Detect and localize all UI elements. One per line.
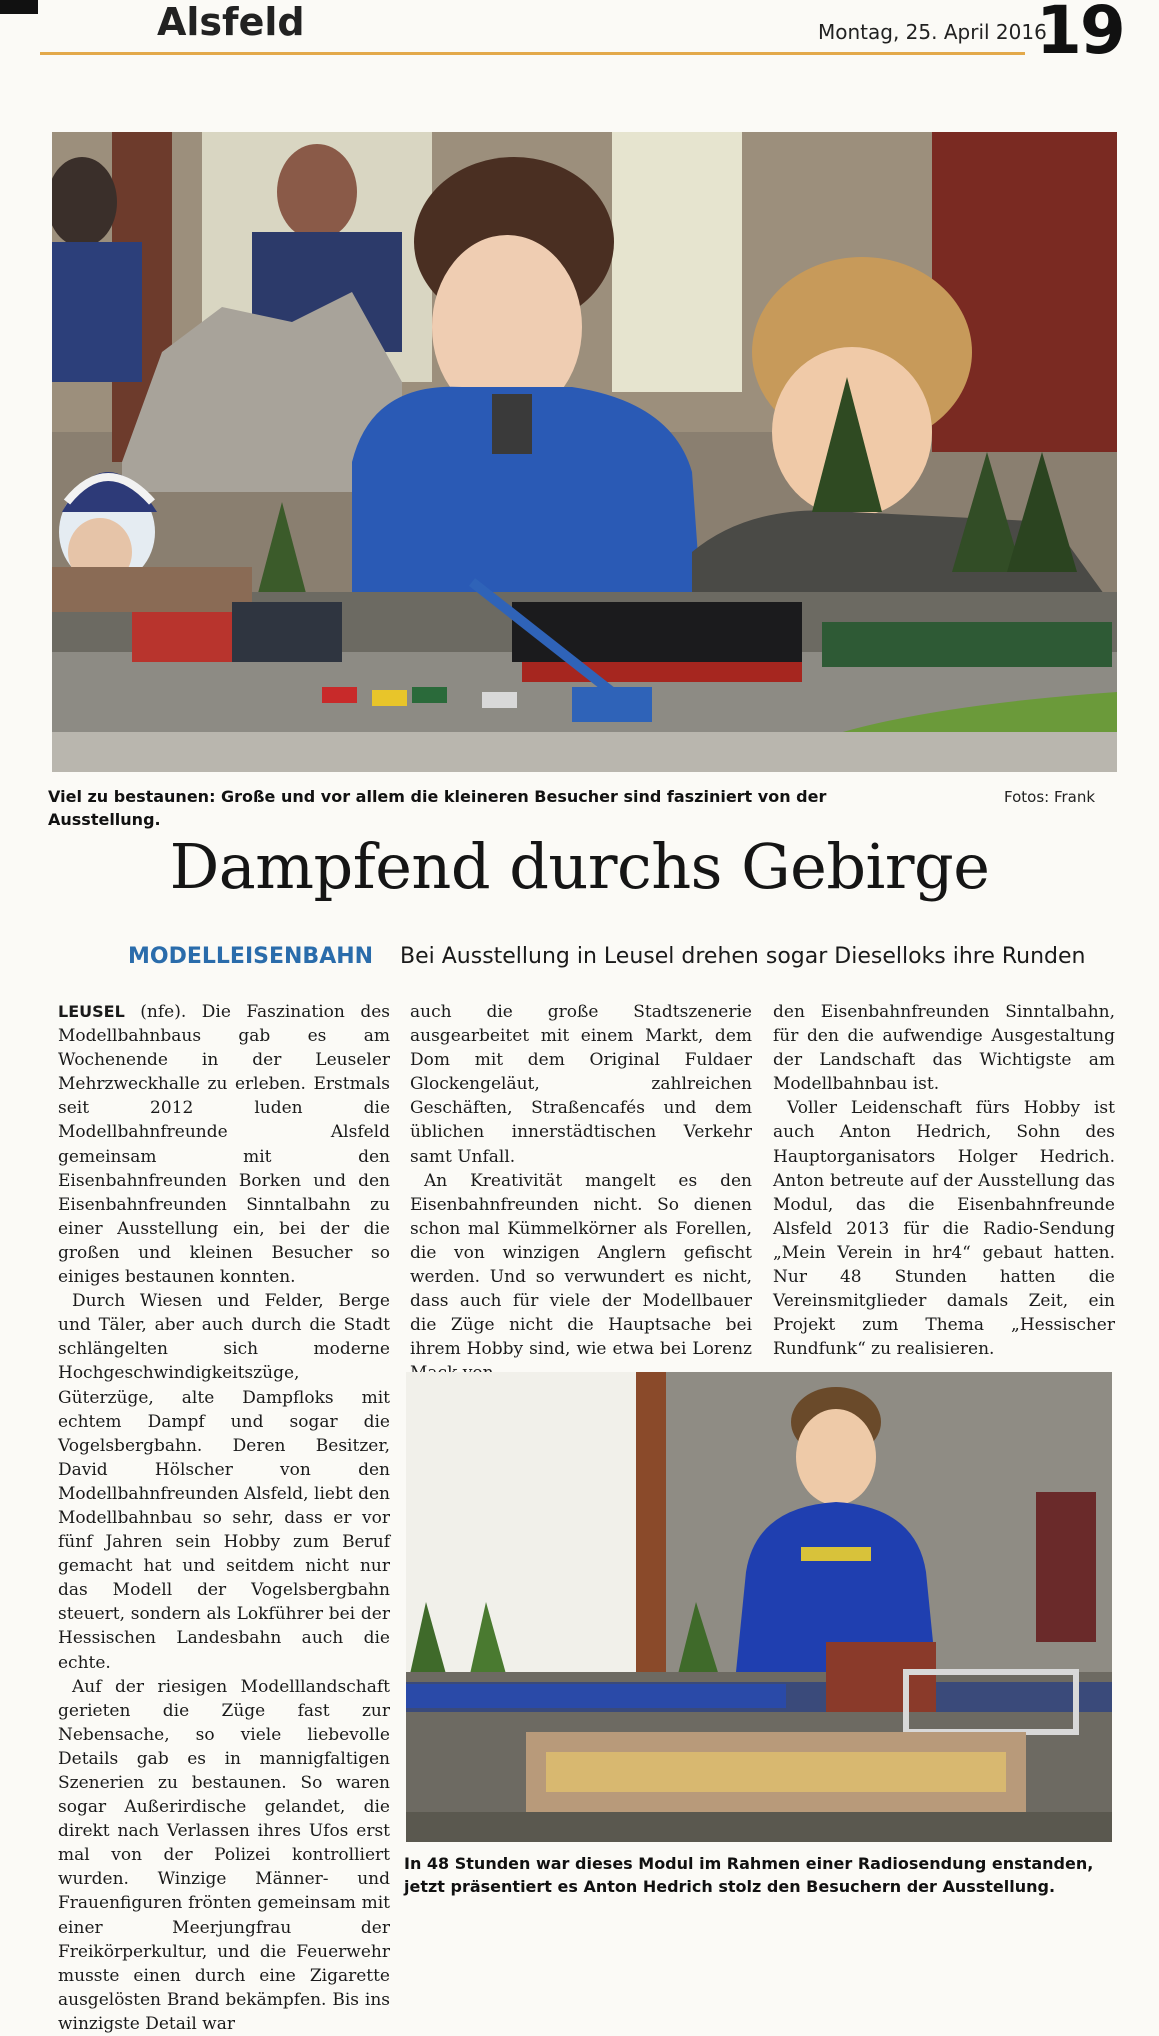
paragraph-text: (nfe). Die Faszination des Modellbahnbaus gab es am Wochenende in der Leuseler Mehrzweckhalle zu erleben. Erstmals seit 2012 luden die Modellbahnfreunde Alsfeld gemeinsam mit den Eisenbahnfreunden Borken und den Eisenbahnfreunden Sinntalbahn zu einer Ausstellung ein, bei der die großen und kleinen Besucher so einiges bestaunen konnten. bbox=[58, 1002, 391, 1288]
header-rule bbox=[40, 52, 1025, 55]
photo-credit: Fotos: Frank bbox=[1004, 788, 1096, 806]
article-column-2 bbox=[410, 1000, 752, 1386]
page-number: 19 bbox=[1036, 0, 1124, 69]
dateline: LEUSEL bbox=[58, 1002, 125, 1021]
paragraph: Durch Wiesen und Felder, Berge und Täler, aber auch durch die Stadt schlängelten sich moderne Hochgeschwindigkeitszüge, Güterzüge, alte Dampfloks mit echtem Dampf und sogar die Vogelsbergbahn. Deren Besitzer, David Hölscher von den Modellbahnfreunden Alsfeld, liebt den Modellbahnbau so sehr, dass er vor fünf Jahren sein Hobby zum Beruf gemacht hat und seitdem nicht nur das Modell der Vogelsbergbahn steuert, sondern als Lokführer bei der Hessischen Landesbahn auch die echte. bbox=[58, 1291, 390, 1673]
paragraph: Auf der riesigen Modelllandschaft gerieten die Züge fast zur Nebensache, so viele liebevolle Details gab es in mannigfaltigen Szenerien zu bestaunen. So waren sogar Außerirdische gelandet, die direkt nach Verlassen ihres Ufos erst mal von der Polizei kontrolliert wurden. Winzige Männer- und Frauenfiguren frönten gemeinsam mit einer Meerjungfrau der Freikörperkultur, und die Feuerwehr musste einen durch eine Zigarette ausgelösten Brand bekämpfen. Bis ins winzigste Detail war bbox=[58, 1676, 390, 2034]
photo-caption: In 48 Stunden war dieses Modul im Rahmen einer Radiosendung enstanden, jetzt präsentiert es Anton Hedrich stolz den Besuchern der Ausstellung. bbox=[404, 1854, 1094, 1896]
article-subheadline: Bei Ausstellung in Leusel drehen sogar Dieselloks ihre Runden bbox=[400, 944, 1086, 969]
paragraph: den Eisenbahnfreunden Sinntalbahn, für den die aufwendige Ausgestaltung der Landschaft das Wichtigste am Modellbahnbau ist. bbox=[773, 1002, 1115, 1095]
corner-mark bbox=[0, 0, 38, 14]
article-column-1 bbox=[58, 1000, 390, 2036]
article-headline: Dampfend durchs Gebirge bbox=[169, 830, 990, 903]
photo-children-at-model-railway bbox=[52, 132, 1117, 772]
paragraph bbox=[58, 1000, 390, 1289]
paragraph: Voller Leidenschaft fürs Hobby ist auch Anton Hedrich, Sohn des Hauptorganisators Holger Hedrich. Anton betreute auf der Ausstellung das Modul, das die Eisenbahnfreunde Alsfeld 2013 für die Radio-Sendung „Mein Verein in hr4“ gebaut hatten. Nur 48 Stunden hatten die Vereinsmitglieder damals Zeit, ein Projekt zum Thema „Hessischer Rundfunk“ zu realisieren. bbox=[773, 1098, 1115, 1360]
paragraph: An Kreativität mangelt es den Eisenbahnfreunden nicht. So dienen schon mal Kümmelkörner als Forellen, die von winzigen Anglern gefischt werden. Und so verwundert es nicht, dass auch für viele der Modellbauer die Züge nicht die Hauptsache bei ihrem Hobby sind, wie etwa bei Lorenz bbox=[410, 1170, 752, 1360]
paragraph: auch die große Stadtszenerie ausgearbeitet mit einem Markt, dem Dom mit dem Original Fuldaer Glockengeläut, zahlreichen Geschäften, Straßencafés und dem üblichen innerstädtischen Verkehr samt Unfall. bbox=[410, 1002, 752, 1167]
article-kicker: MODELLEISENBAHN bbox=[128, 944, 374, 969]
article-column-3 bbox=[773, 1000, 1115, 1361]
photo-caption: Viel zu bestaunen: Große und vor allem die kleineren Besucher sind fasziniert von der Ausstellung. bbox=[48, 787, 827, 829]
issue-date: Montag, 25. April 2016 bbox=[818, 20, 1047, 44]
section-title: Alsfeld bbox=[157, 0, 305, 44]
photo-boy-with-module bbox=[406, 1372, 1112, 1842]
